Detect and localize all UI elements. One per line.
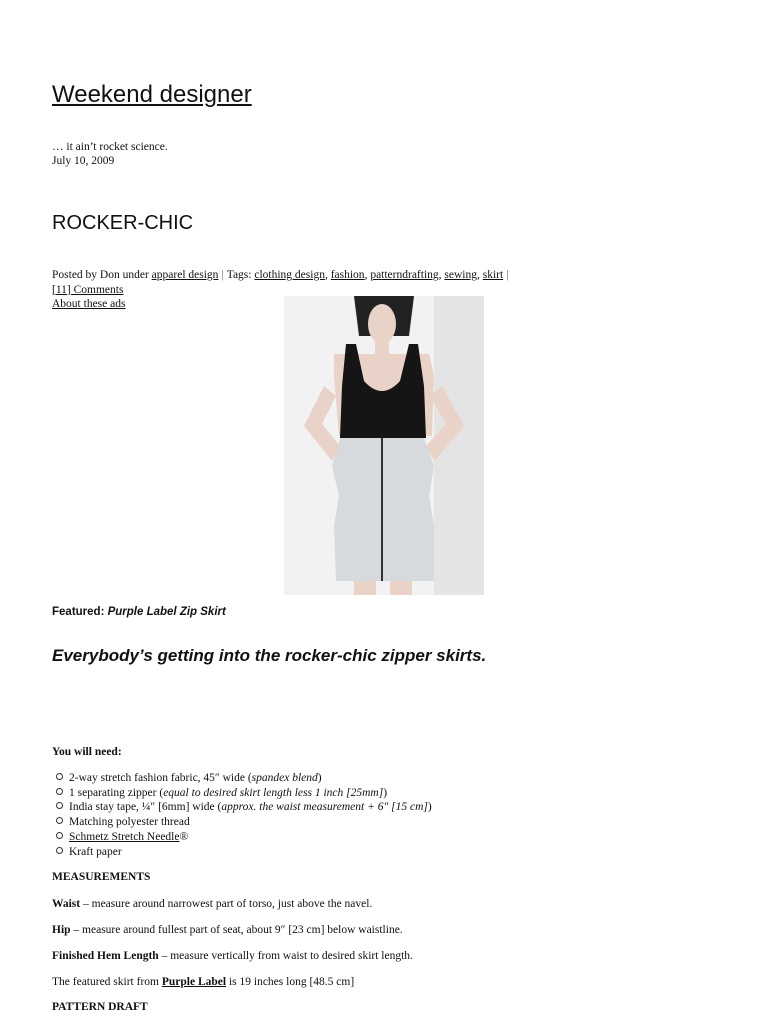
post-lead: Everybody’s getting into the rocker-chic zipper skirts. bbox=[52, 646, 487, 665]
comments-link[interactable]: [11] Comments bbox=[52, 283, 124, 296]
featured-length-post: is 19 inches long [48.5 cm] bbox=[226, 976, 355, 988]
tag-link[interactable]: skirt bbox=[482, 269, 504, 281]
list-item-note: equal to desired skirt length less 1 inch [25mm] bbox=[163, 786, 384, 799]
list-item-note: spandex blend bbox=[251, 772, 318, 784]
tag-link[interactable]: clothing design bbox=[254, 269, 325, 281]
list-item bbox=[56, 771, 432, 786]
list-item-suffix: ) bbox=[427, 801, 432, 814]
list-item-suffix: ® bbox=[179, 830, 189, 843]
hip-text: – measure around fullest part of seat, about 9″ [23 cm] below waistline. bbox=[70, 924, 403, 936]
bullet-icon bbox=[56, 847, 63, 854]
list-item-suffix: ) bbox=[317, 772, 322, 784]
tag-link[interactable]: patterndrafting bbox=[370, 269, 439, 281]
measurements-heading: MEASUREMENTS bbox=[52, 871, 151, 883]
bullet-icon bbox=[56, 773, 63, 780]
featured-length-paragraph bbox=[52, 975, 354, 989]
materials-list bbox=[56, 771, 432, 859]
hip-paragraph bbox=[52, 923, 403, 937]
list-item-text: Matching polyester thread bbox=[69, 816, 190, 829]
tags-label: Tags: bbox=[226, 269, 252, 281]
materials-heading: You will need: bbox=[52, 746, 122, 758]
waist-text: – measure around narrowest part of torso, just above the navel. bbox=[80, 898, 373, 910]
list-item bbox=[56, 830, 432, 845]
hem-label: Finished Hem Length bbox=[52, 950, 159, 962]
list-item-text: 2-way stretch fashion fabric, 45″ wide ( bbox=[69, 772, 252, 784]
featured-item: Purple Label Zip Skirt bbox=[107, 606, 226, 618]
list-item-text: Kraft paper bbox=[69, 845, 122, 858]
list-item-suffix: ) bbox=[383, 786, 388, 799]
list-item bbox=[56, 845, 432, 860]
bullet-icon bbox=[56, 832, 63, 839]
bullet-icon bbox=[56, 788, 63, 795]
site-tagline: … it ain’t rocket science. bbox=[52, 141, 168, 153]
pattern-draft-heading: PATTERN DRAFT bbox=[52, 1001, 148, 1013]
waist-label: Waist bbox=[52, 898, 81, 910]
post-title: ROCKER-CHIC bbox=[52, 212, 194, 234]
list-item-text: 1 separating zipper ( bbox=[69, 786, 164, 799]
meta-separator: | bbox=[506, 269, 509, 281]
about-ads-link[interactable]: About these ads bbox=[52, 298, 126, 310]
hem-paragraph bbox=[52, 949, 413, 963]
purple-label-link[interactable]: Purple Label bbox=[161, 976, 227, 988]
category-link[interactable]: apparel design bbox=[151, 269, 219, 281]
model-illustration bbox=[284, 296, 484, 595]
list-item-text: India stay tape, ¼″ [6mm] wide ( bbox=[69, 801, 222, 814]
tag-link[interactable]: fashion bbox=[330, 269, 365, 281]
bullet-icon bbox=[56, 802, 63, 809]
hip-label: Hip bbox=[52, 924, 71, 936]
list-item-note: approx. the waist measurement + 6″ [15 cm] bbox=[221, 801, 428, 814]
list-item bbox=[56, 786, 432, 801]
featured-caption bbox=[52, 606, 226, 618]
list-item bbox=[56, 800, 432, 815]
featured-length-pre: The featured skirt from bbox=[52, 976, 162, 988]
tag-link[interactable]: sewing bbox=[444, 269, 477, 281]
schmetz-needle-link[interactable]: Schmetz Stretch Needle bbox=[69, 830, 180, 843]
posted-by-text: Posted by Don under bbox=[52, 269, 149, 281]
waist-paragraph bbox=[52, 897, 372, 911]
featured-skirt-photo bbox=[284, 296, 484, 595]
meta-separator: | bbox=[221, 269, 224, 281]
list-item bbox=[56, 815, 432, 830]
hem-text: – measure vertically from waist to desired skirt length. bbox=[158, 950, 413, 962]
post-meta: Posted by Don under apparel design | Tags: clothing design, fashion, patterndrafting, sewing, skirt | [11] Comments About these ads bbox=[52, 268, 612, 312]
featured-label: Featured: bbox=[52, 606, 105, 618]
bullet-icon bbox=[56, 817, 63, 824]
site-title[interactable]: Weekend designer bbox=[52, 81, 252, 108]
post-date: July 10, 2009 bbox=[52, 155, 115, 167]
